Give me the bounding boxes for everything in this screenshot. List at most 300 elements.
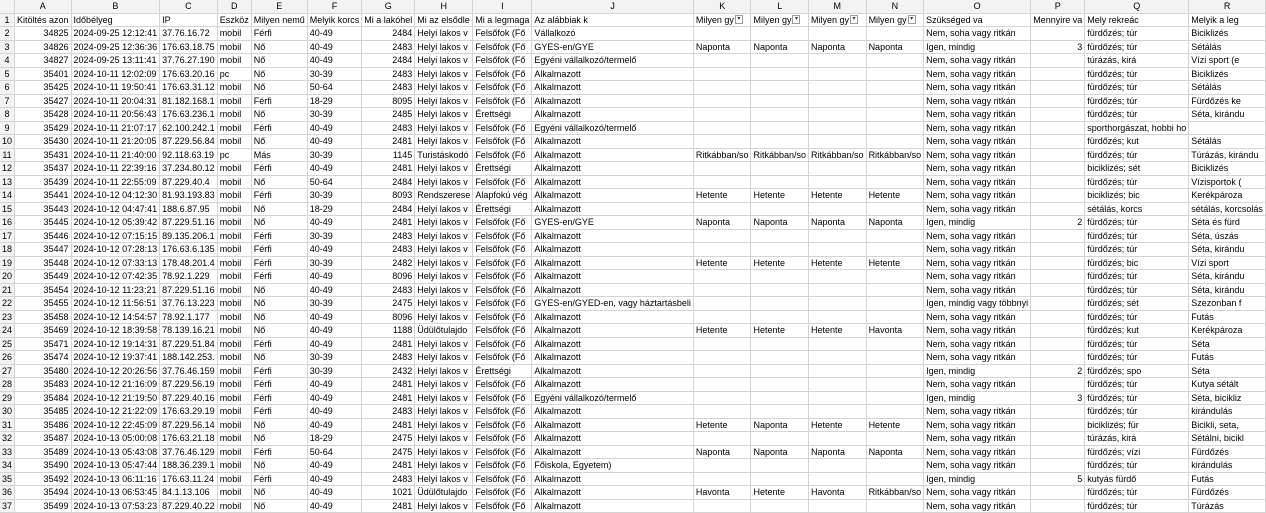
cell[interactable]	[1031, 418, 1085, 432]
select-all-corner[interactable]	[0, 0, 15, 13]
cell[interactable]: 2024-09-25 12:12:41	[71, 27, 160, 41]
cell[interactable]: 34825	[15, 27, 72, 41]
column-header-l[interactable]: L	[751, 0, 809, 13]
cell[interactable]	[866, 121, 924, 135]
cell[interactable]: Alkalmazott	[532, 67, 694, 81]
cell[interactable]: Nem, soha vagy ritkán	[924, 135, 1031, 149]
cell[interactable]: Havonta	[809, 486, 867, 500]
cell[interactable]: Alkalmazott	[532, 94, 694, 108]
row-header[interactable]: 20	[0, 270, 15, 284]
cell[interactable]: Futás	[1189, 351, 1266, 365]
cell[interactable]	[693, 459, 751, 473]
cell[interactable]: Hetente	[809, 418, 867, 432]
cell[interactable]: Naponta	[693, 445, 751, 459]
cell[interactable]: 35492	[15, 472, 72, 486]
row-header[interactable]: 16	[0, 216, 15, 230]
cell[interactable]: Felsőfok (Fő	[473, 459, 532, 473]
row-header[interactable]: 8	[0, 108, 15, 122]
row-header[interactable]: 15	[0, 202, 15, 216]
cell[interactable]: 35486	[15, 418, 72, 432]
cell[interactable]	[693, 108, 751, 122]
column-header-k[interactable]: K	[693, 0, 751, 13]
cell[interactable]	[809, 175, 867, 189]
cell[interactable]: fürdőzés; túr	[1085, 499, 1189, 513]
cell[interactable]: Helyi lakos v	[415, 310, 473, 324]
cell[interactable]: Alkalmazott	[532, 324, 694, 338]
cell[interactable]: Naponta	[751, 418, 809, 432]
cell[interactable]: Helyi lakos v	[415, 175, 473, 189]
cell[interactable]: Nem, soha vagy ritkán	[924, 283, 1031, 297]
cell[interactable]: 18-29	[307, 432, 362, 446]
cell[interactable]: mobil	[217, 189, 251, 203]
cell[interactable]: Felsőfok (Fő	[473, 283, 532, 297]
cell[interactable]: 87.229.40.16	[160, 391, 218, 405]
cell[interactable]: Nem, soha vagy ritkán	[924, 270, 1031, 284]
cell[interactable]	[866, 94, 924, 108]
cell[interactable]: 188.36.239.1	[160, 459, 218, 473]
cell[interactable]	[1031, 81, 1085, 95]
cell[interactable]: 2024-10-12 19:14:31	[71, 337, 160, 351]
header-cell[interactable]: Mi a legmaga	[473, 13, 532, 27]
cell[interactable]: 178.48.201.4	[160, 256, 218, 270]
row-header[interactable]: 10	[0, 135, 15, 149]
cell[interactable]: mobil	[217, 337, 251, 351]
cell[interactable]: Alkalmazott	[532, 283, 694, 297]
cell[interactable]: Séta	[1189, 364, 1266, 378]
cell[interactable]: Ritkábban/so	[866, 148, 924, 162]
cell[interactable]: Naponta	[809, 40, 867, 54]
cell[interactable]: 188.6.87.95	[160, 202, 218, 216]
cell[interactable]: Alkalmazott	[532, 81, 694, 95]
cell[interactable]: Felsőfok (Fő	[473, 27, 532, 41]
cell[interactable]	[866, 391, 924, 405]
cell[interactable]	[866, 337, 924, 351]
cell[interactable]	[866, 27, 924, 41]
cell[interactable]: Hetente	[809, 189, 867, 203]
cell[interactable]: Felsőfok (Fő	[473, 337, 532, 351]
cell[interactable]	[693, 310, 751, 324]
column-header-r[interactable]: R	[1189, 0, 1266, 13]
cell[interactable]: Sétálni, bicikl	[1189, 432, 1266, 446]
cell[interactable]: Alkalmazott	[532, 270, 694, 284]
cell[interactable]: Helyi lakos v	[415, 499, 473, 513]
cell[interactable]: Nő	[251, 54, 307, 68]
cell[interactable]: Túrázás, kirándu	[1189, 148, 1266, 162]
cell[interactable]	[693, 135, 751, 149]
cell[interactable]: 30-39	[307, 67, 362, 81]
cell[interactable]: Helyi lakos v	[415, 351, 473, 365]
cell[interactable]: 2024-10-13 05:43:08	[71, 445, 160, 459]
header-cell[interactable]: Mennyire va	[1031, 13, 1085, 27]
cell[interactable]: Helyi lakos v	[415, 135, 473, 149]
cell[interactable]	[1031, 337, 1085, 351]
cell[interactable]: Nem, soha vagy ritkán	[924, 351, 1031, 365]
cell[interactable]: mobil	[217, 283, 251, 297]
cell[interactable]: Nő	[251, 40, 307, 54]
cell[interactable]: 35448	[15, 256, 72, 270]
cell[interactable]: Nem, soha vagy ritkán	[924, 27, 1031, 41]
row-header[interactable]: 25	[0, 337, 15, 351]
cell[interactable]: Férfi	[251, 94, 307, 108]
cell[interactable]: Hetente	[866, 418, 924, 432]
row-header[interactable]: 9	[0, 121, 15, 135]
cell[interactable]: biciklizés; sét	[1085, 162, 1189, 176]
cell[interactable]: mobil	[217, 108, 251, 122]
cell[interactable]: Helyi lakos v	[415, 378, 473, 392]
cell[interactable]: 35430	[15, 135, 72, 149]
cell[interactable]: 2024-09-25 12:36:36	[71, 40, 160, 54]
header-cell[interactable]: Az alábbiak k	[532, 13, 694, 27]
column-header-b[interactable]: B	[71, 0, 160, 13]
cell[interactable]: 2024-10-12 19:37:41	[71, 351, 160, 365]
header-cell[interactable]: Szükséged va	[924, 13, 1031, 27]
cell[interactable]: Biciklizés	[1189, 67, 1266, 81]
cell[interactable]	[809, 378, 867, 392]
cell[interactable]: Helyi lakos v	[415, 405, 473, 419]
cell[interactable]: Hetente	[693, 418, 751, 432]
cell[interactable]	[809, 135, 867, 149]
cell[interactable]: Főiskola, Egyetem)	[532, 459, 694, 473]
column-header-q[interactable]: Q	[1085, 0, 1189, 13]
cell[interactable]: 89.135.206.1	[160, 229, 218, 243]
cell[interactable]	[866, 499, 924, 513]
cell[interactable]: Sétálás	[1189, 40, 1266, 54]
cell[interactable]: 35480	[15, 364, 72, 378]
cell[interactable]	[751, 391, 809, 405]
cell[interactable]	[751, 229, 809, 243]
cell[interactable]: mobil	[217, 40, 251, 54]
cell[interactable]: 37.76.27.190	[160, 54, 218, 68]
cell[interactable]	[1031, 351, 1085, 365]
cell[interactable]: Vízi sport (e	[1189, 54, 1266, 68]
cell[interactable]: 35439	[15, 175, 72, 189]
cell[interactable]: mobil	[217, 202, 251, 216]
row-header[interactable]: 13	[0, 175, 15, 189]
cell[interactable]	[866, 108, 924, 122]
cell[interactable]: Nő	[251, 499, 307, 513]
cell[interactable]: Nem, soha vagy ritkán	[924, 54, 1031, 68]
cell[interactable]: Nő	[251, 81, 307, 95]
cell[interactable]	[751, 351, 809, 365]
cell[interactable]: sétálás, korcs	[1085, 202, 1189, 216]
cell[interactable]: Felsőfok (Fő	[473, 94, 532, 108]
cell[interactable]	[809, 283, 867, 297]
cell[interactable]: Felsőfok (Fő	[473, 40, 532, 54]
cell[interactable]	[1031, 108, 1085, 122]
cell[interactable]	[809, 270, 867, 284]
cell[interactable]: 2024-10-11 22:39:16	[71, 162, 160, 176]
cell[interactable]: 2024-09-25 13:11:41	[71, 54, 160, 68]
cell[interactable]	[1031, 243, 1085, 257]
cell[interactable]	[809, 337, 867, 351]
column-header-m[interactable]: M	[809, 0, 867, 13]
row-header[interactable]: 7	[0, 94, 15, 108]
cell[interactable]: Helyi lakos v	[415, 472, 473, 486]
cell[interactable]: Hetente	[751, 189, 809, 203]
cell[interactable]: 2475	[362, 297, 415, 311]
cell[interactable]: Helyi lakos v	[415, 283, 473, 297]
cell[interactable]	[809, 405, 867, 419]
cell[interactable]: 176.63.21.18	[160, 432, 218, 446]
cell[interactable]: 1021	[362, 486, 415, 500]
cell[interactable]: sétálás, korcsolás	[1189, 202, 1266, 216]
header-cell[interactable]: Melyik a leg	[1189, 13, 1266, 27]
cell[interactable]: 30-39	[307, 351, 362, 365]
row-header[interactable]: 2	[0, 27, 15, 41]
cell[interactable]: fürdőzés; túr	[1085, 391, 1189, 405]
cell[interactable]: Férfi	[251, 405, 307, 419]
cell[interactable]: Nő	[251, 486, 307, 500]
cell[interactable]	[1031, 94, 1085, 108]
cell[interactable]: 2024-10-11 22:55:09	[71, 175, 160, 189]
cell[interactable]: fürdőzés; túr	[1085, 67, 1189, 81]
cell[interactable]	[809, 108, 867, 122]
cell[interactable]: mobil	[217, 229, 251, 243]
cell[interactable]: Alkalmazott	[532, 499, 694, 513]
cell[interactable]: 8096	[362, 270, 415, 284]
cell[interactable]: Helyi lakos v	[415, 54, 473, 68]
cell[interactable]: 35458	[15, 310, 72, 324]
cell[interactable]: Nő	[251, 216, 307, 230]
row-header[interactable]: 22	[0, 297, 15, 311]
cell[interactable]: Érettségi	[473, 162, 532, 176]
cell[interactable]: Kerékpároza	[1189, 324, 1266, 338]
cell[interactable]: 3	[1031, 40, 1085, 54]
cell[interactable]: 2483	[362, 472, 415, 486]
cell[interactable]: 2481	[362, 216, 415, 230]
cell[interactable]: 176.63.6.135	[160, 243, 218, 257]
cell[interactable]: Felsőfok (Fő	[473, 216, 532, 230]
cell[interactable]	[751, 108, 809, 122]
cell[interactable]: Nem, soha vagy ritkán	[924, 432, 1031, 446]
cell[interactable]: 2	[1031, 216, 1085, 230]
cell[interactable]: Felsőfok (Fő	[473, 418, 532, 432]
cell[interactable]: 87.229.56.19	[160, 378, 218, 392]
cell[interactable]: Igen, mindig	[924, 391, 1031, 405]
header-cell[interactable]: Mi a lakóhel	[362, 13, 415, 27]
cell[interactable]: 40-49	[307, 378, 362, 392]
cell[interactable]: Séta, kirándu	[1189, 283, 1266, 297]
cell[interactable]: 87.229.56.14	[160, 418, 218, 432]
cell[interactable]: Nem, soha vagy ritkán	[924, 378, 1031, 392]
cell[interactable]	[751, 202, 809, 216]
cell[interactable]: Séta	[1189, 337, 1266, 351]
cell[interactable]	[809, 229, 867, 243]
cell[interactable]: 2481	[362, 499, 415, 513]
cell[interactable]: 2024-10-11 12:02:09	[71, 67, 160, 81]
cell[interactable]: 35446	[15, 229, 72, 243]
cell[interactable]: Futás	[1189, 472, 1266, 486]
cell[interactable]: Havonta	[693, 486, 751, 500]
cell[interactable]: 2482	[362, 256, 415, 270]
cell[interactable]: Felsőfok (Fő	[473, 229, 532, 243]
cell[interactable]: Naponta	[866, 40, 924, 54]
cell[interactable]: 35447	[15, 243, 72, 257]
cell[interactable]: Felsőfok (Fő	[473, 432, 532, 446]
cell[interactable]	[751, 162, 809, 176]
row-header[interactable]: 23	[0, 310, 15, 324]
row-header[interactable]: 37	[0, 499, 15, 513]
column-header-a[interactable]: A	[15, 0, 72, 13]
cell[interactable]: fürdőzés; túr	[1085, 486, 1189, 500]
filter-dropdown-icon[interactable]: ▾	[792, 15, 800, 24]
cell[interactable]: Alkalmazott	[532, 148, 694, 162]
cell[interactable]: Felsőfok (Fő	[473, 499, 532, 513]
cell[interactable]: 87.229.40.4	[160, 175, 218, 189]
cell[interactable]: 176.63.18.75	[160, 40, 218, 54]
cell[interactable]: 40-49	[307, 27, 362, 41]
cell[interactable]: 40-49	[307, 40, 362, 54]
cell[interactable]: Alkalmazott	[532, 229, 694, 243]
cell[interactable]: mobil	[217, 324, 251, 338]
cell[interactable]: Naponta	[809, 216, 867, 230]
cell[interactable]: 18-29	[307, 94, 362, 108]
cell[interactable]: Nem, soha vagy ritkán	[924, 459, 1031, 473]
cell[interactable]: fürdőzés; túr	[1085, 148, 1189, 162]
cell[interactable]: 35485	[15, 405, 72, 419]
cell[interactable]: túrázás, kirá	[1085, 432, 1189, 446]
row-header[interactable]: 31	[0, 418, 15, 432]
cell[interactable]: mobil	[217, 256, 251, 270]
cell[interactable]: 2475	[362, 445, 415, 459]
cell[interactable]: 8095	[362, 94, 415, 108]
cell[interactable]: Vízi sport	[1189, 256, 1266, 270]
cell[interactable]: Naponta	[751, 40, 809, 54]
cell[interactable]	[751, 283, 809, 297]
cell[interactable]: fürdőzés; túr	[1085, 351, 1189, 365]
cell[interactable]	[1031, 189, 1085, 203]
cell[interactable]	[693, 364, 751, 378]
header-cell[interactable]: IP	[160, 13, 218, 27]
cell[interactable]	[809, 364, 867, 378]
cell[interactable]: mobil	[217, 405, 251, 419]
cell[interactable]	[809, 243, 867, 257]
row-header[interactable]: 33	[0, 445, 15, 459]
cell[interactable]: Felsőfok (Fő	[473, 67, 532, 81]
cell[interactable]	[693, 229, 751, 243]
cell[interactable]: Felsőfok (Fő	[473, 351, 532, 365]
filter-dropdown-icon[interactable]: ▾	[908, 15, 916, 24]
cell[interactable]: Helyi lakos v	[415, 67, 473, 81]
cell[interactable]: fürdőzés; túr	[1085, 378, 1189, 392]
row-header[interactable]: 29	[0, 391, 15, 405]
cell[interactable]	[693, 54, 751, 68]
cell[interactable]	[751, 94, 809, 108]
cell[interactable]: Üdülőtulajdo	[415, 324, 473, 338]
cell[interactable]: Egyéni vállalkozó/termelő	[532, 391, 694, 405]
cell[interactable]: GYES-en/GYED-en, vagy háztartásbeli	[532, 297, 694, 311]
cell[interactable]: mobil	[217, 378, 251, 392]
cell[interactable]: 30-39	[307, 148, 362, 162]
cell[interactable]: Séta, kirándu	[1189, 270, 1266, 284]
cell[interactable]	[1031, 148, 1085, 162]
cell[interactable]: 1145	[362, 148, 415, 162]
cell[interactable]: 2432	[362, 364, 415, 378]
cell[interactable]: fürdőzés; túr	[1085, 310, 1189, 324]
row-header[interactable]: 34	[0, 459, 15, 473]
cell[interactable]: Egyéni vállalkozó/termelő	[532, 121, 694, 135]
cell[interactable]: 34827	[15, 54, 72, 68]
cell[interactable]: 35490	[15, 459, 72, 473]
cell[interactable]	[866, 378, 924, 392]
header-cell[interactable]: Melyik korcs	[307, 13, 362, 27]
cell[interactable]: Helyi lakos v	[415, 391, 473, 405]
cell[interactable]	[751, 432, 809, 446]
cell[interactable]: Naponta	[693, 216, 751, 230]
cell[interactable]: Alkalmazott	[532, 202, 694, 216]
cell[interactable]: 2481	[362, 459, 415, 473]
cell[interactable]: 2484	[362, 175, 415, 189]
cell[interactable]: Érettségi	[473, 364, 532, 378]
cell[interactable]	[1031, 162, 1085, 176]
cell[interactable]	[809, 94, 867, 108]
cell[interactable]: Férfi	[251, 378, 307, 392]
cell[interactable]: Nem, soha vagy ritkán	[924, 162, 1031, 176]
cell[interactable]: Érettségi	[473, 108, 532, 122]
cell[interactable]: 30-39	[307, 297, 362, 311]
cell[interactable]: Nem, soha vagy ritkán	[924, 418, 1031, 432]
row-header[interactable]: 6	[0, 81, 15, 95]
cell[interactable]: 2024-10-13 05:47:44	[71, 459, 160, 473]
cell[interactable]	[693, 351, 751, 365]
row-header[interactable]: 12	[0, 162, 15, 176]
cell[interactable]: Alkalmazott	[532, 108, 694, 122]
cell[interactable]: 35484	[15, 391, 72, 405]
cell[interactable]	[866, 162, 924, 176]
cell[interactable]: Alkalmazott	[532, 378, 694, 392]
cell[interactable]	[866, 67, 924, 81]
cell[interactable]: 50-64	[307, 81, 362, 95]
cell[interactable]	[693, 472, 751, 486]
cell[interactable]: Helyi lakos v	[415, 432, 473, 446]
cell[interactable]: mobil	[217, 121, 251, 135]
cell[interactable]: Felsőfok (Fő	[473, 135, 532, 149]
cell[interactable]	[809, 459, 867, 473]
cell[interactable]	[809, 297, 867, 311]
cell[interactable]: GYES-en/GYE	[532, 216, 694, 230]
cell[interactable]: 40-49	[307, 310, 362, 324]
cell[interactable]: Nem, soha vagy ritkán	[924, 243, 1031, 257]
cell[interactable]	[751, 175, 809, 189]
cell[interactable]: Nő	[251, 418, 307, 432]
cell[interactable]: Hetente	[693, 256, 751, 270]
cell[interactable]: mobil	[217, 175, 251, 189]
cell[interactable]: Nő	[251, 297, 307, 311]
cell[interactable]: Rendszerese	[415, 189, 473, 203]
cell[interactable]: Felsőfok (Fő	[473, 270, 532, 284]
cell[interactable]: túrázás, kirá	[1085, 54, 1189, 68]
cell[interactable]: Férfi	[251, 243, 307, 257]
cell[interactable]: 176.63.29.19	[160, 405, 218, 419]
cell[interactable]	[809, 202, 867, 216]
cell[interactable]: 40-49	[307, 162, 362, 176]
cell[interactable]	[693, 94, 751, 108]
cell[interactable]: Alkalmazott	[532, 337, 694, 351]
cell[interactable]	[751, 270, 809, 284]
cell[interactable]: 35474	[15, 351, 72, 365]
cell[interactable]: fürdőzés; vízi	[1085, 445, 1189, 459]
cell[interactable]	[809, 121, 867, 135]
cell[interactable]: 2024-10-12 07:28:13	[71, 243, 160, 257]
cell[interactable]: Férfi	[251, 189, 307, 203]
cell[interactable]: Túrázás	[1189, 499, 1266, 513]
column-header-g[interactable]: G	[362, 0, 415, 13]
cell[interactable]: 35471	[15, 337, 72, 351]
cell[interactable]	[1031, 405, 1085, 419]
cell[interactable]: Kutya sétált	[1189, 378, 1266, 392]
cell[interactable]	[693, 27, 751, 41]
cell[interactable]	[809, 432, 867, 446]
